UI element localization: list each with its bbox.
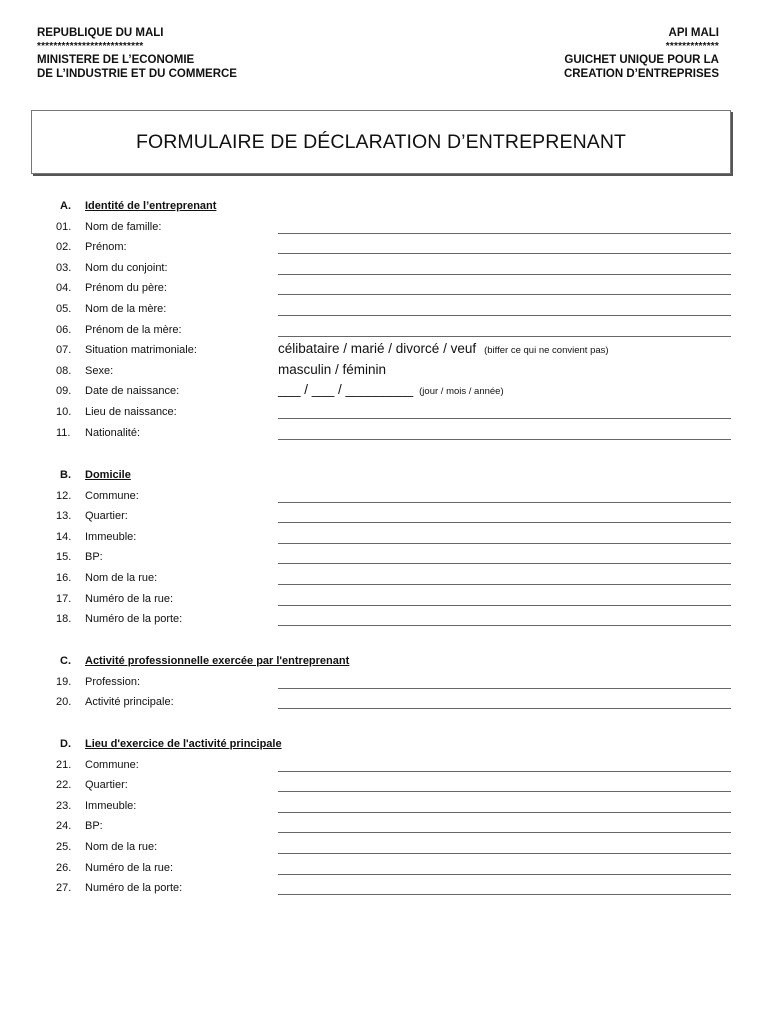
section-title: Activité professionnelle exercée par l'entreprenant xyxy=(85,655,350,667)
fill-in-line[interactable] xyxy=(278,853,731,854)
field-label: Nom de la rue: xyxy=(85,840,158,853)
field-label: Numéro de la rue: xyxy=(85,592,174,605)
fill-in-line[interactable] xyxy=(278,315,731,316)
form-row xyxy=(0,507,770,528)
fill-in-line[interactable] xyxy=(278,625,731,626)
field-number: 01. xyxy=(56,220,72,233)
field-number: 22. xyxy=(56,779,72,792)
section-title: Identité de l’entreprenant xyxy=(85,200,217,212)
field-label: Commune: xyxy=(85,758,139,771)
section-heading xyxy=(0,735,770,756)
field-label: Date de naissance: xyxy=(85,385,180,398)
form-row xyxy=(0,424,770,445)
fill-in-line[interactable] xyxy=(278,688,731,689)
field-number: 03. xyxy=(56,261,72,274)
fill-in-line[interactable] xyxy=(278,708,731,709)
form-row xyxy=(0,817,770,838)
fill-in-line[interactable] xyxy=(278,894,731,895)
section-heading xyxy=(0,466,770,487)
form-row xyxy=(0,403,770,424)
field-label: Nom du conjoint: xyxy=(85,261,168,274)
header-left xyxy=(37,26,237,82)
field-label: Numéro de la porte: xyxy=(85,613,183,626)
separator-stars: ************************** xyxy=(37,40,144,52)
field-value-text: masculin / féminin xyxy=(278,361,387,377)
section-heading xyxy=(0,197,770,218)
fill-in-line[interactable] xyxy=(278,233,731,234)
field-value-text: ___ / ___ / _________ xyxy=(278,382,414,398)
field-label: Profession: xyxy=(85,675,141,688)
agency-line-1: GUICHET UNIQUE POUR LA xyxy=(564,53,719,66)
form-row xyxy=(0,756,770,777)
fill-in-line[interactable] xyxy=(278,502,731,503)
section-domicile xyxy=(0,466,770,631)
field-label: Nom de la rue: xyxy=(85,571,158,584)
field-number: 17. xyxy=(56,592,72,605)
field-number: 15. xyxy=(56,551,72,564)
field-number: 12. xyxy=(56,489,72,502)
form-row xyxy=(0,259,770,280)
field-number: 26. xyxy=(56,861,72,874)
fill-in-line[interactable] xyxy=(278,418,731,419)
form-row xyxy=(0,548,770,569)
field-label: Lieu de naissance: xyxy=(85,405,177,418)
fill-in-line[interactable] xyxy=(278,274,731,275)
section-activity xyxy=(0,652,770,714)
separator-stars: ************* xyxy=(665,40,719,52)
section-title: Domicile xyxy=(85,469,131,481)
field-number: 16. xyxy=(56,571,72,584)
form-title-box xyxy=(31,110,731,174)
field-number: 23. xyxy=(56,799,72,812)
form-row xyxy=(0,487,770,508)
form-row xyxy=(0,382,770,403)
form-row xyxy=(0,238,770,259)
form-row xyxy=(0,590,770,611)
form-row xyxy=(0,693,770,714)
field-options[interactable] xyxy=(278,382,504,397)
field-value-text: célibataire / marié / divorcé / veuf xyxy=(278,341,477,357)
form-row xyxy=(0,362,770,383)
form-row xyxy=(0,218,770,239)
section-letter: C. xyxy=(60,655,71,667)
form-row xyxy=(0,300,770,321)
field-label: Prénom: xyxy=(85,241,127,254)
fill-in-line[interactable] xyxy=(278,605,731,606)
form-row xyxy=(0,776,770,797)
form-title: FORMULAIRE DE DÉCLARATION D’ENTREPRENANT xyxy=(135,130,627,153)
form-row xyxy=(0,673,770,694)
field-number: 18. xyxy=(56,613,72,626)
field-note: (biffer ce qui ne convient pas) xyxy=(484,345,609,357)
country-name: REPUBLIQUE DU MALI xyxy=(37,27,164,39)
fill-in-line[interactable] xyxy=(278,336,731,337)
field-label: Nom de famille: xyxy=(85,220,162,233)
field-label: Immeuble: xyxy=(85,530,137,543)
field-label: Immeuble: xyxy=(85,799,137,812)
field-label: BP: xyxy=(85,551,103,564)
form-row xyxy=(0,797,770,818)
form-row xyxy=(0,341,770,362)
field-number: 08. xyxy=(56,364,72,377)
section-title: Lieu d'exercice de l'activité principale xyxy=(85,738,282,750)
fill-in-line[interactable] xyxy=(278,522,731,523)
fill-in-line[interactable] xyxy=(278,439,731,440)
agency-line-2: CREATION D’ENTREPRISES xyxy=(563,68,719,80)
field-number: 04. xyxy=(56,282,72,295)
field-number: 14. xyxy=(56,530,72,543)
field-options[interactable] xyxy=(278,341,609,356)
field-label: Sexe: xyxy=(85,364,114,377)
ministry-line-1: MINISTERE DE L’ECONOMIE xyxy=(37,53,195,66)
field-label: Situation matrimoniale: xyxy=(85,344,197,357)
field-number: 19. xyxy=(56,675,72,688)
form-row xyxy=(0,279,770,300)
field-label: Quartier: xyxy=(85,779,128,792)
ministry-line-2: DE L’INDUSTRIE ET DU COMMERCE xyxy=(37,68,237,80)
field-number: 06. xyxy=(56,323,72,336)
section-letter: A. xyxy=(60,200,71,212)
fill-in-line[interactable] xyxy=(278,584,731,585)
header-right xyxy=(564,26,719,82)
field-label: BP: xyxy=(85,820,103,833)
agency-name: API MALI xyxy=(668,27,719,39)
form-row xyxy=(0,321,770,342)
field-options[interactable] xyxy=(278,362,386,377)
field-label: Numéro de la rue: xyxy=(85,861,174,874)
field-label: Activité principale: xyxy=(85,696,174,709)
field-label: Prénom du père: xyxy=(85,282,167,295)
field-number: 10. xyxy=(56,405,72,418)
section-letter: D. xyxy=(60,738,71,750)
field-label: Quartier: xyxy=(85,510,128,523)
fill-in-line[interactable] xyxy=(278,791,731,792)
field-number: 25. xyxy=(56,840,72,853)
fill-in-line[interactable] xyxy=(278,253,731,254)
field-label: Commune: xyxy=(85,489,139,502)
form-row xyxy=(0,879,770,900)
field-number: 02. xyxy=(56,241,72,254)
fill-in-line[interactable] xyxy=(278,812,731,813)
field-note: (jour / mois / année) xyxy=(419,386,504,398)
field-number: 07. xyxy=(56,344,72,357)
section-activity-location xyxy=(0,735,770,900)
field-label: Numéro de la porte: xyxy=(85,882,183,895)
section-heading xyxy=(0,652,770,673)
section-letter: B. xyxy=(60,469,71,481)
fill-in-line[interactable] xyxy=(278,543,731,544)
form-row xyxy=(0,610,770,631)
section-identity xyxy=(0,197,770,444)
fill-in-line[interactable] xyxy=(278,771,731,772)
field-number: 13. xyxy=(56,510,72,523)
field-label: Nationalité: xyxy=(85,426,141,439)
fill-in-line[interactable] xyxy=(278,563,731,564)
field-number: 27. xyxy=(56,882,72,895)
form-row xyxy=(0,838,770,859)
field-label: Prénom de la mère: xyxy=(85,323,182,336)
field-number: 05. xyxy=(56,302,72,315)
field-number: 20. xyxy=(56,696,72,709)
fill-in-line[interactable] xyxy=(278,294,731,295)
field-number: 09. xyxy=(56,385,72,398)
fill-in-line[interactable] xyxy=(278,874,731,875)
field-number: 24. xyxy=(56,820,72,833)
form-row xyxy=(0,528,770,549)
field-label: Nom de la mère: xyxy=(85,302,167,315)
field-number: 21. xyxy=(56,758,72,771)
form-row xyxy=(0,569,770,590)
fill-in-line[interactable] xyxy=(278,832,731,833)
field-number: 11. xyxy=(56,426,71,439)
form-row xyxy=(0,859,770,880)
